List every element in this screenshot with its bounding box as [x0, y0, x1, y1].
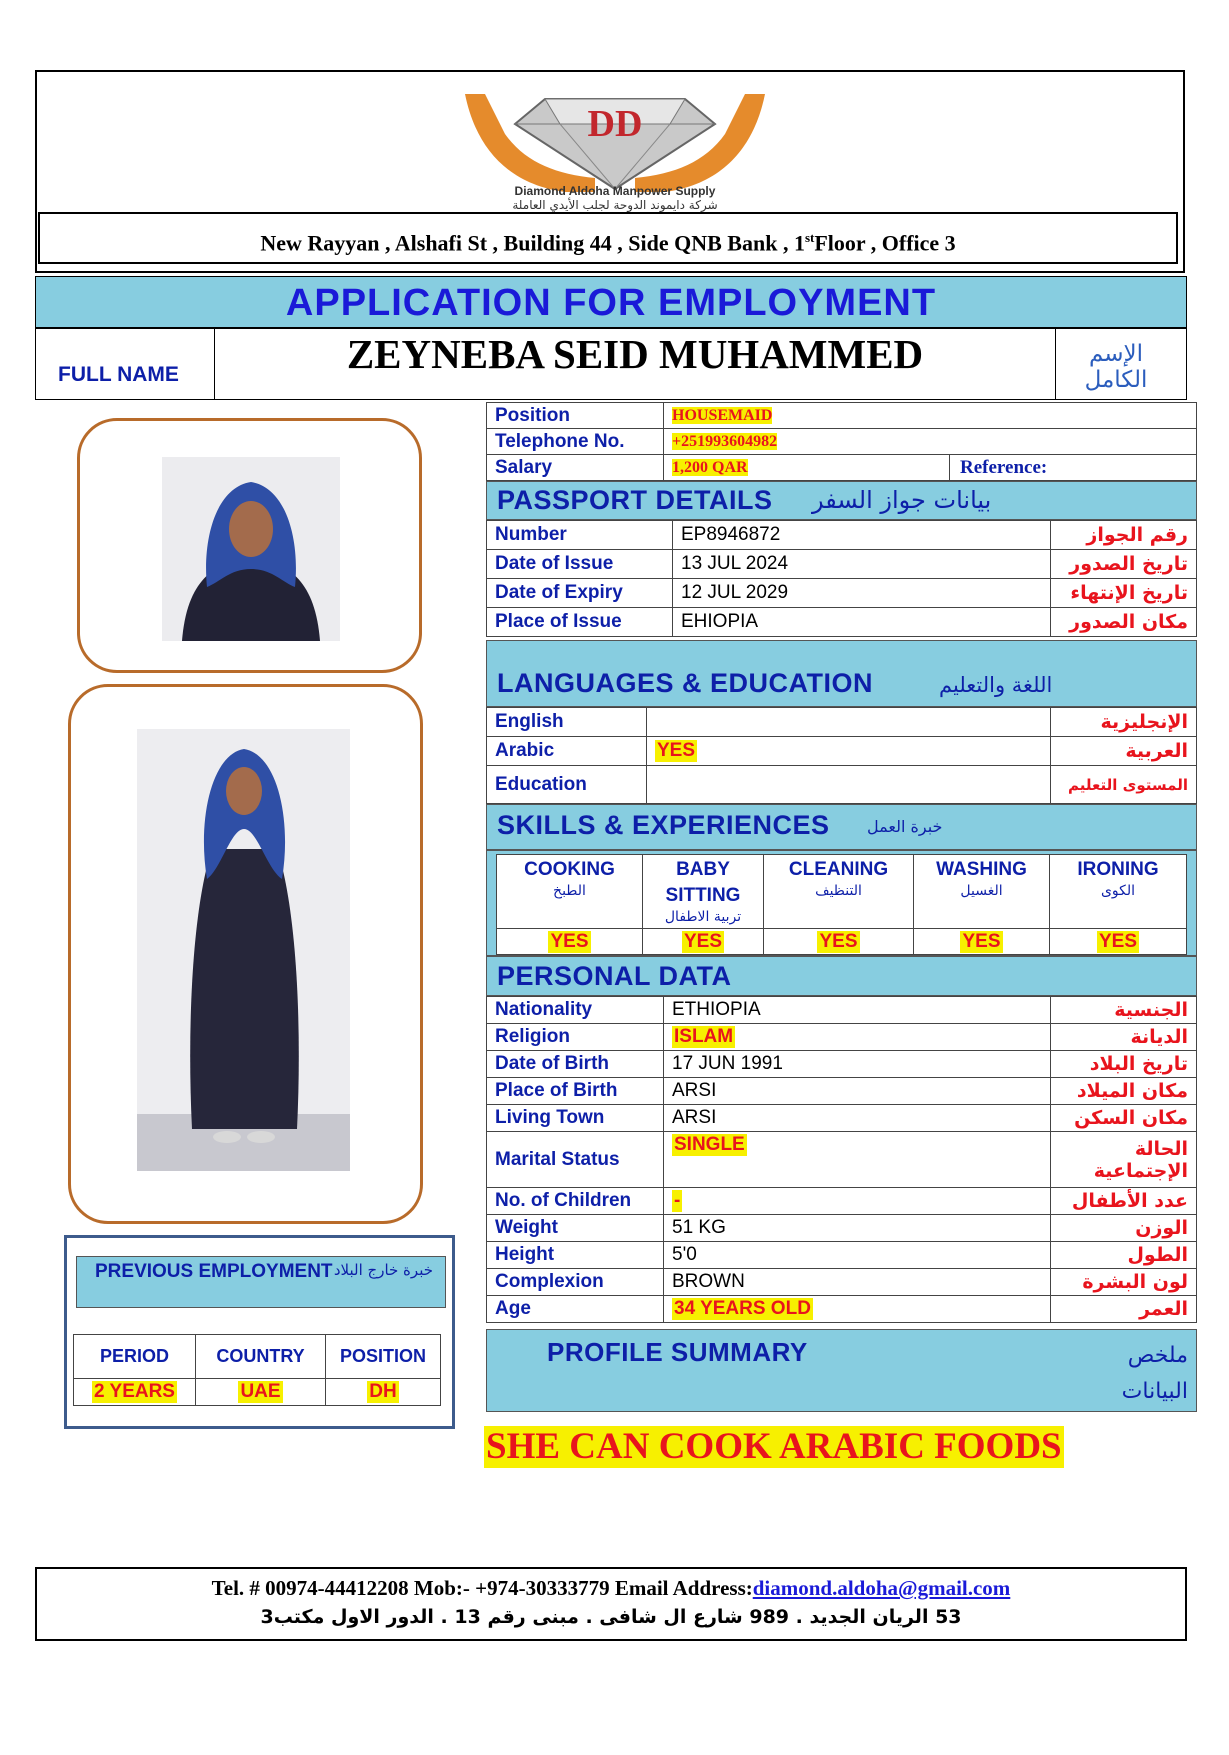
reference-label: Reference: — [950, 455, 1197, 481]
personal-table — [486, 996, 1197, 1323]
table-row — [487, 1242, 1197, 1269]
birth-place-value: ARSI — [664, 1078, 1051, 1105]
company-name-en: Diamond Aldoha Manpower Supply — [514, 184, 716, 198]
english-label-ar: الإنجليزية — [1051, 708, 1197, 737]
complexion-label-ar: لون البشرة — [1051, 1269, 1197, 1296]
skill-cleaning: CLEANING التنظيف — [764, 855, 914, 929]
expiry-date-value: 12 JUL 2029 — [673, 579, 1051, 608]
email-link[interactable]: diamond.aldoha@gmail.com — [752, 1576, 1011, 1600]
table-row — [487, 1188, 1197, 1215]
table-row — [487, 579, 1197, 608]
age-value: 34 YEARS OLD — [664, 1296, 1051, 1323]
arabic-label: Arabic — [487, 737, 647, 766]
weight-label-ar: الوزن — [1051, 1215, 1197, 1242]
children-label: No. of Children — [487, 1188, 664, 1215]
languages-section-header — [486, 640, 1197, 707]
previous-employment-title-ar: خبرة خارج البلاد — [333, 1261, 433, 1279]
footer-box — [35, 1567, 1187, 1641]
issue-place-label: Place of Issue — [487, 608, 673, 637]
languages-heading: LANGUAGES & EDUCATION — [497, 668, 874, 698]
table-row — [487, 1296, 1197, 1323]
skills-heading: SKILLS & EXPERIENCES — [497, 810, 830, 840]
english-value — [647, 708, 1051, 737]
living-town-label-ar: مكان السكن — [1051, 1105, 1197, 1132]
full-body-photo — [137, 729, 350, 1171]
issue-date-label-ar: تاريخ الصدور — [1051, 550, 1197, 579]
skill-washing: WASHING الغسيل — [914, 855, 1050, 929]
skill-ironing-value: YES — [1050, 929, 1187, 955]
religion-value: ISLAM — [664, 1024, 1051, 1051]
age-label-ar: العمر — [1051, 1296, 1197, 1323]
skills-value-row — [497, 929, 1187, 955]
birth-place-label: Place of Birth — [487, 1078, 664, 1105]
marital-status-label: Marital Status — [487, 1132, 664, 1188]
table-row — [487, 608, 1197, 637]
birth-place-label-ar: مكان الميلاد — [1051, 1078, 1197, 1105]
living-town-label: Living Town — [487, 1105, 664, 1132]
table-row — [487, 1105, 1197, 1132]
birth-date-label-ar: تاريخ البلاد — [1051, 1051, 1197, 1078]
footer-address-ar: 53 الريان الجديد . 989 شارع ال شافى . مبنى رقم 13 . الدور الاول مكتب3 — [260, 1606, 962, 1628]
company-address: New Rayyan , Alshafi St , Building 44 , Side QNB Bank , 1stFloor , Office 3 — [260, 230, 956, 256]
skill-baby-sitting-value: YES — [643, 929, 764, 955]
full-name-row — [35, 328, 1187, 400]
expiry-date-label-ar: تاريخ الإنتهاء — [1051, 579, 1197, 608]
expiry-date-label: Date of Expiry — [487, 579, 673, 608]
height-label: Height — [487, 1242, 664, 1269]
education-label: Education — [487, 766, 647, 804]
previous-employment-header — [76, 1256, 446, 1308]
table-row — [487, 1269, 1197, 1296]
arabic-label-ar: العربية — [1051, 737, 1197, 766]
column-header-position: POSITION — [326, 1335, 441, 1379]
religion-label-ar: الديانة — [1051, 1024, 1197, 1051]
position-value: HOUSEMAID — [664, 403, 1197, 429]
person-portrait-icon — [162, 457, 340, 641]
title-band — [35, 276, 1187, 328]
languages-heading-ar: اللغة والتعليم — [939, 673, 1053, 697]
table-row — [487, 997, 1197, 1024]
table-cell: UAE — [196, 1379, 326, 1406]
table-row — [487, 1078, 1197, 1105]
full-name-label-ar: الإسم الكامل — [1084, 341, 1148, 393]
age-label: Age — [487, 1296, 664, 1323]
footer-contact: Tel. # 00974-44412208 Mob:- +974-30333779 Email Address:diamond.aldoha@gmail.com — [211, 1576, 1011, 1600]
person-full-body-icon — [137, 729, 350, 1171]
column-header-period: PERIOD — [74, 1335, 196, 1379]
passport-table — [486, 520, 1197, 637]
phone-label: Telephone No. — [487, 429, 664, 455]
passport-number-label-ar: رقم الجواز — [1051, 521, 1197, 550]
religion-label: Religion — [487, 1024, 664, 1051]
skill-baby-sitting: BABY SITTING تربية الاطفال — [643, 855, 764, 929]
marital-status-label-ar: الحالة الإجتماعية — [1051, 1132, 1197, 1188]
previous-employment-title: PREVIOUS EMPLOYMENT — [95, 1261, 333, 1282]
languages-table — [486, 707, 1197, 804]
skill-cleaning-value: YES — [764, 929, 914, 955]
page-title: APPLICATION FOR EMPLOYMENT — [285, 282, 937, 324]
passport-number-value: EP8946872 — [673, 521, 1051, 550]
birth-date-label: Date of Birth — [487, 1051, 664, 1078]
profile-heading: PROFILE SUMMARY — [547, 1337, 808, 1367]
personal-section-header — [486, 956, 1197, 996]
complexion-value: BROWN — [664, 1269, 1051, 1296]
full-name-label: FULL NAME — [58, 363, 179, 386]
issue-place-value: EHIOPIA — [673, 608, 1051, 637]
weight-value: 51 KG — [664, 1215, 1051, 1242]
svg-text:DD: DD — [587, 103, 643, 145]
issue-date-label: Date of Issue — [487, 550, 673, 579]
english-label: English — [487, 708, 647, 737]
skill-cooking-value: YES — [497, 929, 643, 955]
profile-summary-box — [486, 1329, 1197, 1412]
position-table — [486, 402, 1197, 481]
column-header-country: COUNTRY — [196, 1335, 326, 1379]
children-value: - — [664, 1188, 1051, 1215]
nationality-value: ETHIOPIA — [664, 997, 1051, 1024]
arabic-value: YES — [647, 737, 1051, 766]
table-row — [487, 1024, 1197, 1051]
table-row — [487, 550, 1197, 579]
full-body-photo-frame — [68, 684, 423, 1224]
table-row — [487, 737, 1197, 766]
education-value — [647, 766, 1051, 804]
previous-employment-box — [64, 1235, 455, 1429]
issue-date-value: 13 JUL 2024 — [673, 550, 1051, 579]
address-box — [38, 212, 1178, 264]
nationality-label-ar: الجنسية — [1051, 997, 1197, 1024]
table-row — [487, 766, 1197, 804]
height-label-ar: الطول — [1051, 1242, 1197, 1269]
issue-place-label-ar: مكان الصدور — [1051, 608, 1197, 637]
profile-heading-ar: ملخص البيانات — [1121, 1343, 1188, 1404]
company-name-ar: شركة دايموند الدوحة لجلب الأيدي العاملة — [512, 198, 718, 212]
table-row — [487, 1051, 1197, 1078]
skill-cooking: COOKING الطبخ — [497, 855, 643, 929]
table-row — [487, 708, 1197, 737]
table-cell: DH — [326, 1379, 441, 1406]
children-label-ar: عدد الأطفال — [1051, 1188, 1197, 1215]
marital-status-value: SINGLE — [664, 1132, 1051, 1188]
portrait-photo-frame — [77, 418, 422, 673]
height-value: 5'0 — [664, 1242, 1051, 1269]
skills-header-row — [497, 855, 1187, 929]
complexion-label: Complexion — [487, 1269, 664, 1296]
portrait-photo — [162, 457, 340, 641]
table-cell: 2 YEARS — [74, 1379, 196, 1406]
table-row — [487, 521, 1197, 550]
position-label: Position — [487, 403, 664, 429]
passport-heading: PASSPORT DETAILS — [497, 485, 773, 515]
passport-heading-ar: بيانات جواز السفر — [812, 486, 992, 514]
nationality-label: Nationality — [487, 997, 664, 1024]
table-row — [487, 1132, 1197, 1188]
full-name-value: ZEYNEBA SEID MUHAMMED — [346, 331, 924, 377]
profile-summary-text: SHE CAN COOK ARABIC FOODS — [486, 1426, 1062, 1467]
previous-employment-table — [73, 1334, 441, 1406]
salary-label: Salary — [487, 455, 664, 481]
phone-value: +251993604982 — [664, 429, 1197, 455]
passport-section-header — [486, 481, 1197, 520]
table-row — [487, 1215, 1197, 1242]
personal-heading: PERSONAL DATA — [497, 961, 732, 991]
skill-ironing: IRONING الكوى — [1050, 855, 1187, 929]
skills-section-header — [486, 804, 1197, 850]
salary-value: 1,200 QAR — [664, 455, 950, 481]
birth-date-value: 17 JUN 1991 — [664, 1051, 1051, 1078]
living-town-value: ARSI — [664, 1105, 1051, 1132]
skills-table — [496, 854, 1187, 955]
passport-number-label: Number — [487, 521, 673, 550]
skill-washing-value: YES — [914, 929, 1050, 955]
skills-heading-ar: خبرة العمل — [867, 817, 943, 836]
education-label-ar: المستوى التعليم — [1051, 766, 1197, 804]
weight-label: Weight — [487, 1215, 664, 1242]
